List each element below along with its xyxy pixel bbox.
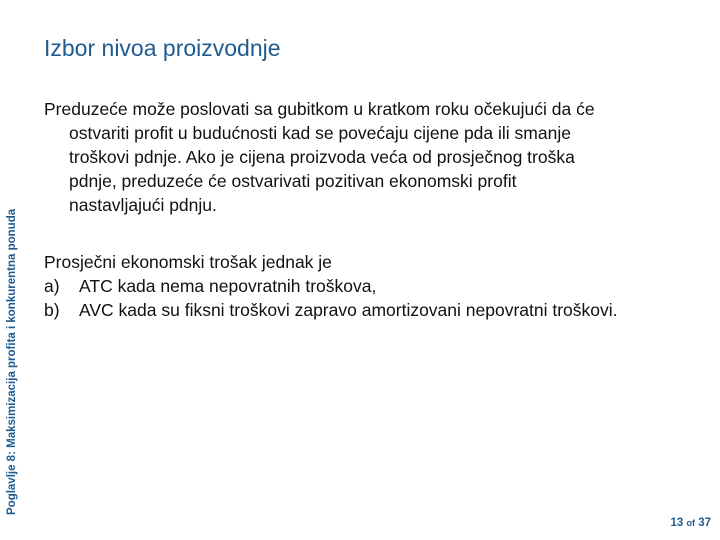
page-number bbox=[671, 517, 712, 529]
list-item bbox=[44, 298, 684, 322]
page-total: 37 bbox=[698, 517, 711, 529]
page-current: 13 bbox=[670, 517, 684, 529]
list-marker: b) bbox=[44, 300, 60, 320]
paragraph-line: ostvariti profit u budućnosti kad se povećaju cijene pda ili smanje bbox=[69, 123, 571, 143]
slide-title: Izbor nivoa proizvodnje bbox=[44, 35, 281, 61]
paragraph-line: troškovi pdnje. Ako je cijena proizvoda veća od prosječnog troška bbox=[69, 147, 575, 167]
chapter-side-label bbox=[6, 209, 18, 515]
chapter-title: Maksimizacija profita i konkurentna ponuda bbox=[6, 208, 18, 448]
paragraph-line: pdnje, preduzeće će ostvarivati pozitivan ekonomski profit bbox=[69, 171, 517, 191]
paragraph-loss-operation bbox=[44, 97, 684, 217]
list-marker: a) bbox=[44, 276, 60, 296]
chapter-number: Poglavlje 8: bbox=[6, 451, 18, 515]
list-item bbox=[44, 274, 684, 298]
page-of: of bbox=[686, 518, 695, 528]
list-item-text: AVC kada su fiksni troškovi zapravo amortizovani nepovratni troškovi. bbox=[79, 300, 618, 320]
paragraph-intro: Prosječni ekonomski trošak jednak je bbox=[44, 252, 332, 272]
paragraph-line: nastavljajući pdnju. bbox=[69, 195, 217, 215]
paragraph-line: Preduzeće može poslovati sa gubitkom u kratkom roku očekujući da će bbox=[44, 99, 595, 119]
list-item-text: ATC kada nema nepovratnih troškova, bbox=[79, 276, 377, 296]
paragraph-average-cost bbox=[44, 250, 684, 322]
